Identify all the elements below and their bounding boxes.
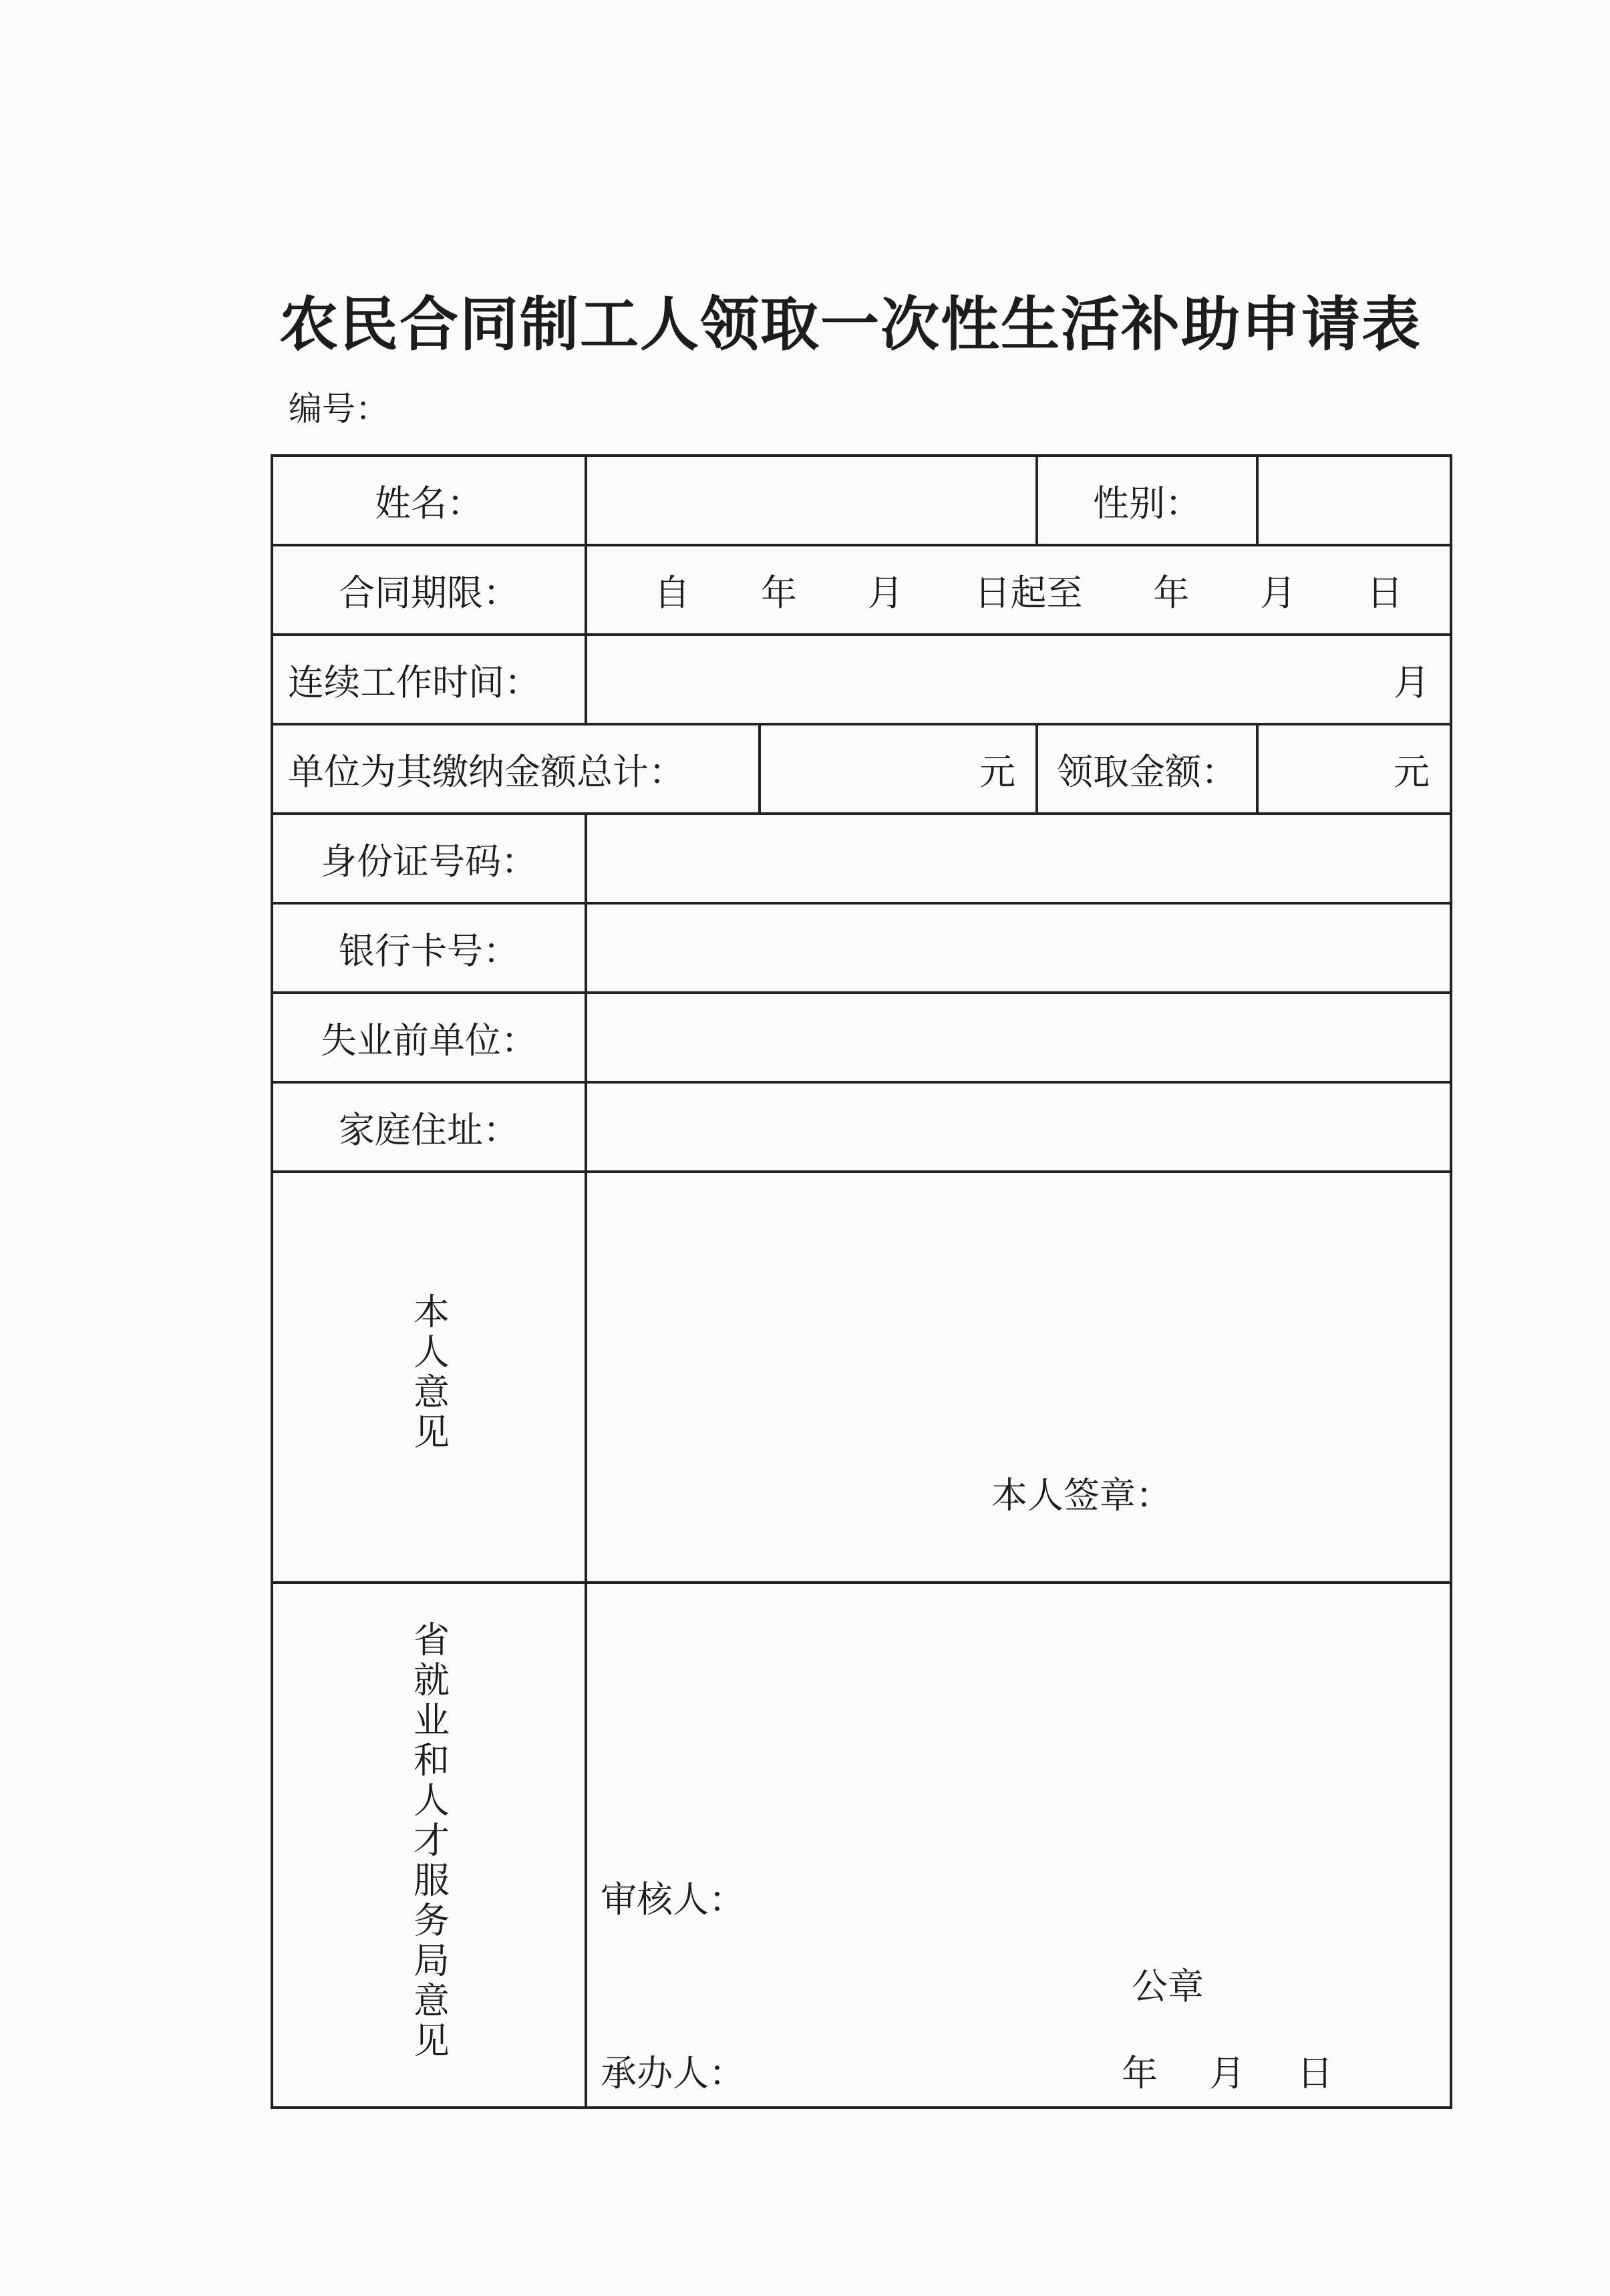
work-time-unit: 月	[1394, 661, 1430, 703]
form-title: 农民合同制工人领取一次性生活补助申请表	[279, 290, 1422, 359]
bureau-opinion-label-cell	[272, 1583, 586, 2108]
previous-employer-label: 失业前单位：	[272, 993, 586, 1082]
contract-period-label: 合同期限：	[272, 545, 586, 635]
personal-opinion-label: 本人意见	[408, 1293, 450, 1453]
contract-from-month: 月	[867, 571, 904, 614]
home-address-label: 家庭住址：	[272, 1082, 586, 1172]
id-number-field[interactable]	[586, 814, 1451, 903]
gender-field[interactable]	[1257, 456, 1451, 545]
paid-total-field[interactable]	[760, 724, 1037, 814]
home-address-field[interactable]	[586, 1082, 1451, 1172]
personal-signature-label: 本人签章：	[991, 1474, 1172, 1516]
paid-total-label: 单位为其缴纳金额总计：	[272, 724, 760, 814]
contract-from-day-until: 日起至	[974, 571, 1083, 614]
contract-from-year: 年	[760, 571, 797, 614]
paid-total-unit: 元	[979, 750, 1015, 793]
contract-to-day: 日	[1366, 571, 1403, 614]
work-time-label: 连续工作时间：	[272, 635, 586, 724]
receive-amount-unit: 元	[1394, 750, 1430, 793]
official-seal-label: 公章	[1132, 1965, 1204, 2007]
name-label: 姓名：	[272, 456, 586, 545]
contract-to-year: 年	[1153, 571, 1190, 614]
approval-date: 年 月 日	[1122, 2052, 1333, 2094]
bank-card-label: 银行卡号：	[272, 903, 586, 993]
previous-employer-field[interactable]	[586, 993, 1451, 1082]
bureau-opinion-field[interactable]	[586, 1583, 1451, 2108]
contract-to-month: 月	[1260, 571, 1297, 614]
contract-period-field[interactable]	[586, 545, 1451, 635]
name-field[interactable]	[586, 456, 1037, 545]
handler-label: 承办人：	[601, 2052, 745, 2094]
serial-number-label: 编号：	[289, 389, 389, 428]
personal-opinion-label-cell	[272, 1172, 586, 1583]
receive-amount-field[interactable]	[1257, 724, 1451, 814]
reviewer-label: 审核人：	[601, 1878, 745, 1921]
bureau-opinion-label: 省就业和人才服务局意见	[408, 1620, 450, 2062]
personal-opinion-field[interactable]	[586, 1172, 1451, 1583]
receive-amount-label: 领取金额：	[1037, 724, 1257, 814]
id-number-label: 身份证号码：	[272, 814, 586, 903]
bank-card-field[interactable]	[586, 903, 1451, 993]
gender-label: 性别：	[1037, 456, 1257, 545]
work-time-field[interactable]	[586, 635, 1451, 724]
contract-from-text: 自	[654, 571, 690, 614]
application-form-table	[271, 454, 1452, 2109]
